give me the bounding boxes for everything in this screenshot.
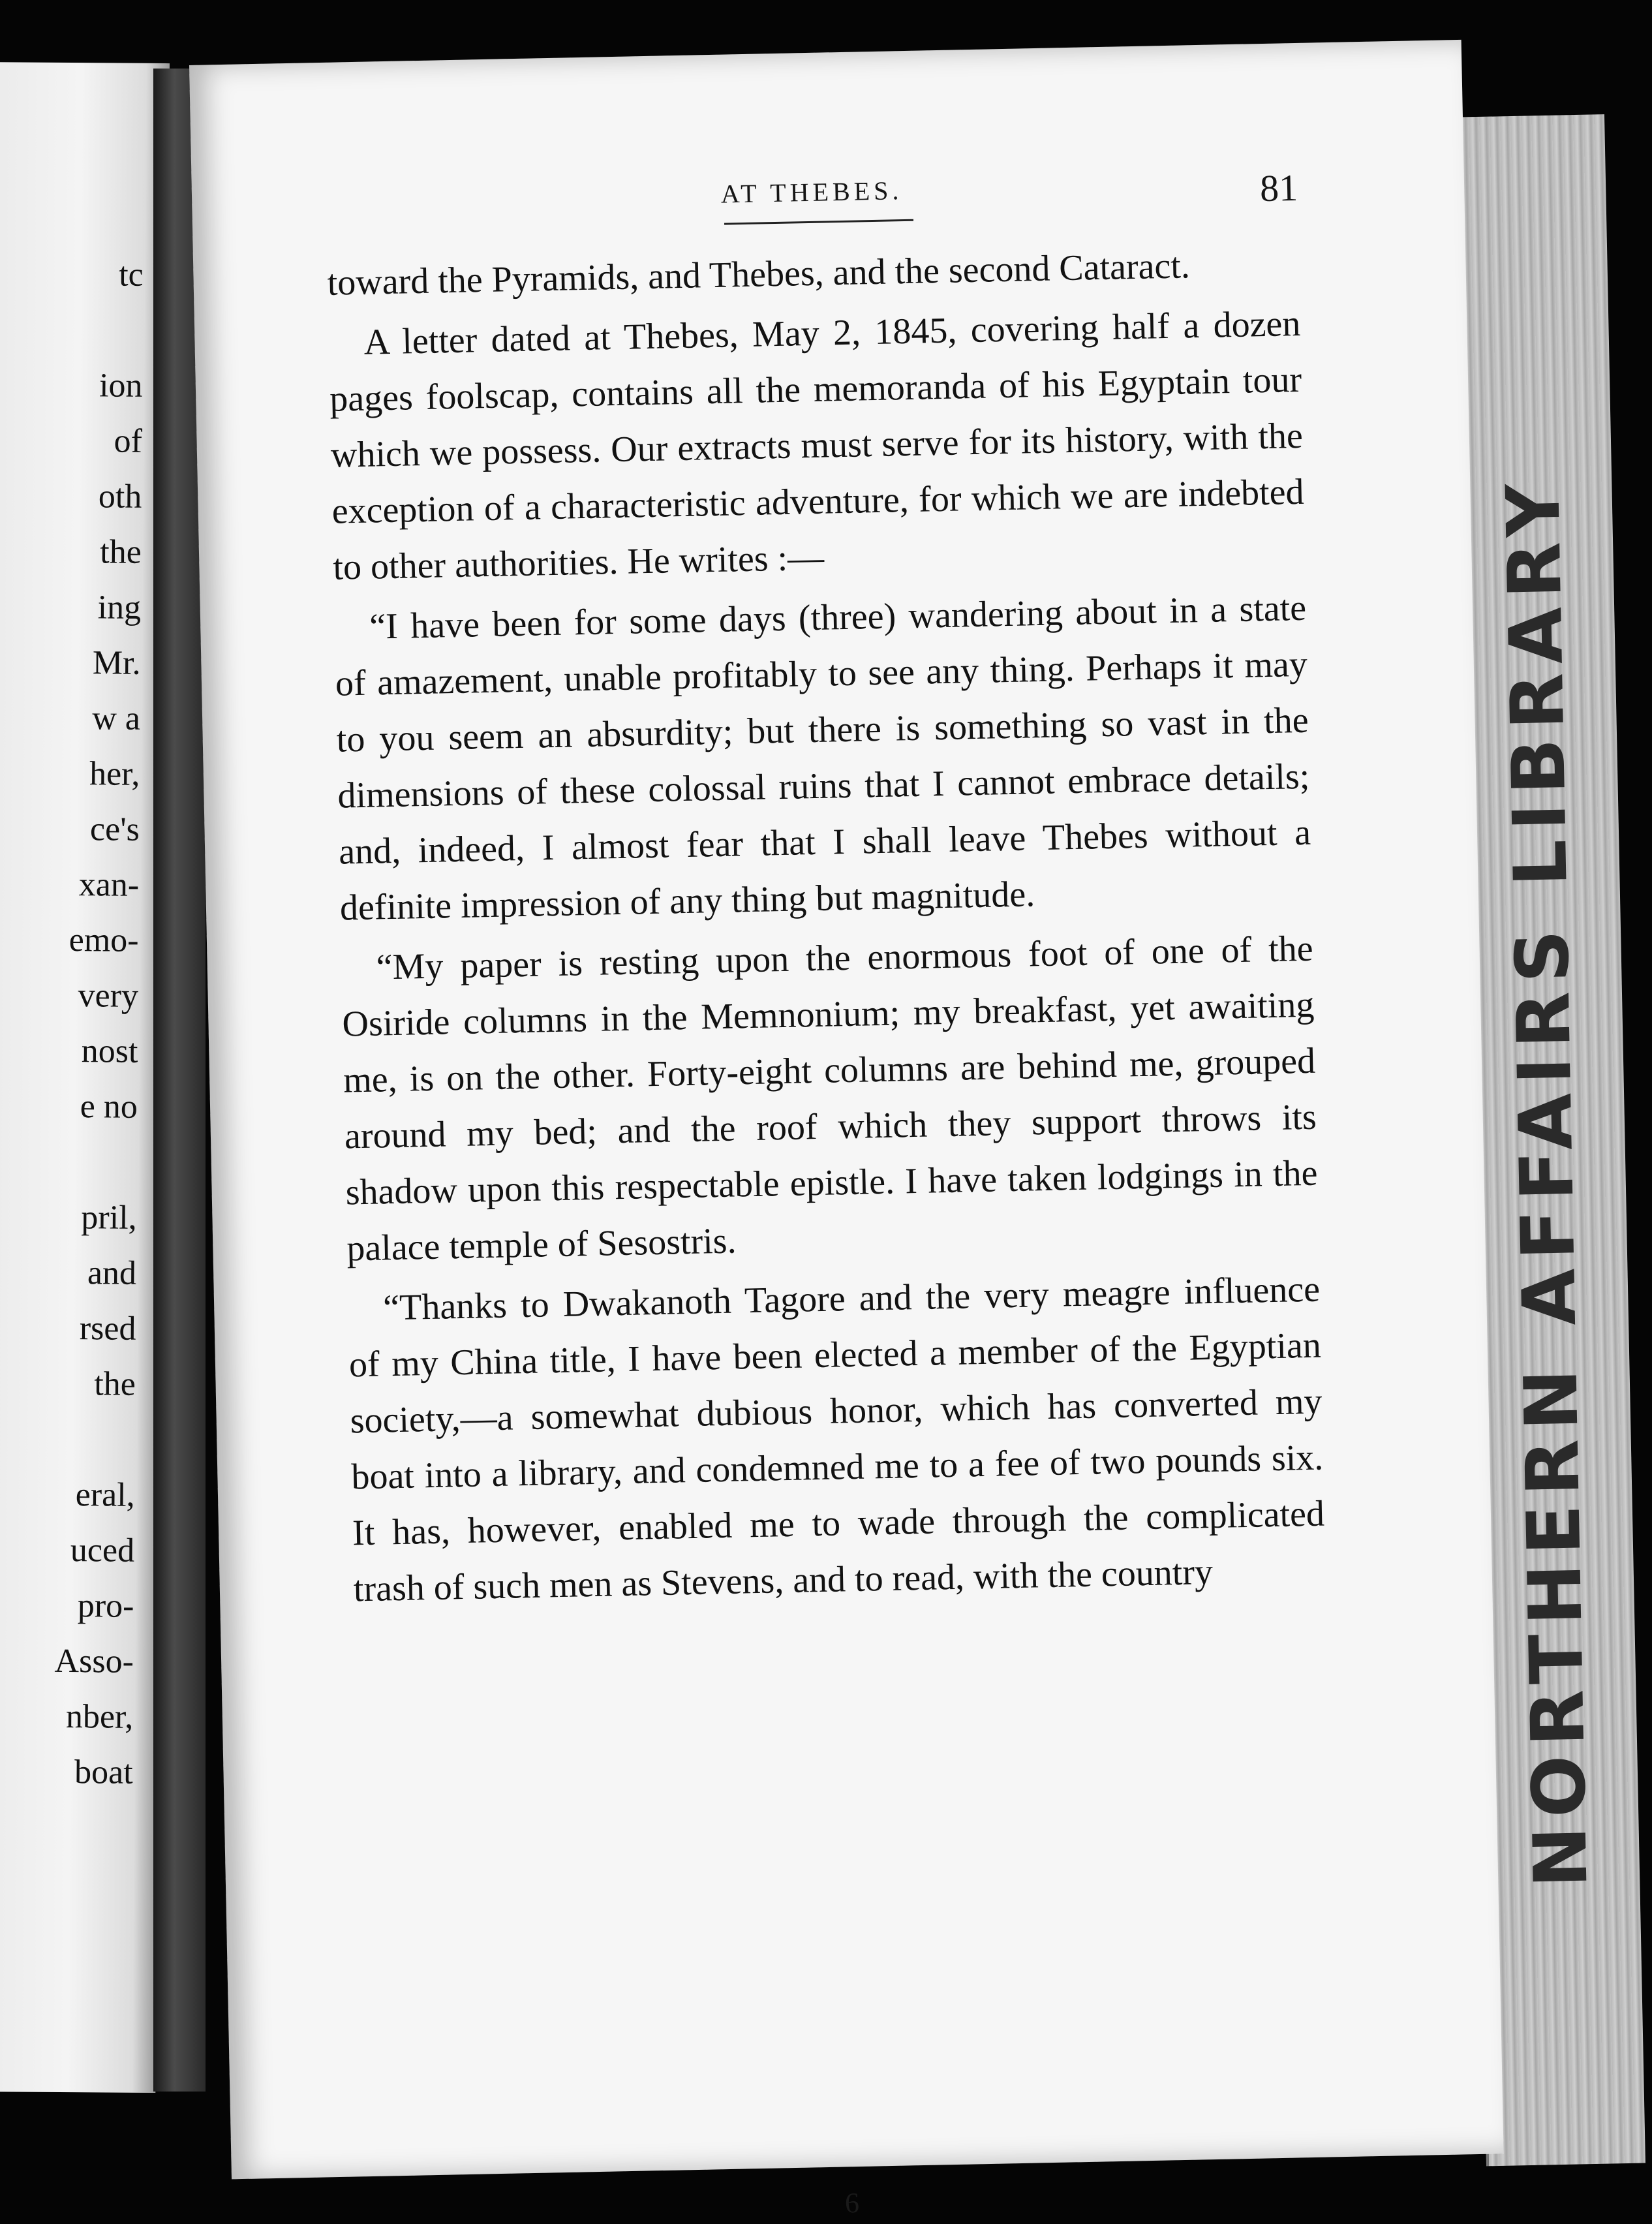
facing-fragment: the: [94, 1365, 136, 1403]
facing-fragment: ing: [97, 589, 142, 626]
facing-fragment: very: [78, 977, 139, 1015]
facing-fragment: e no: [80, 1088, 138, 1126]
book-page: [189, 40, 1504, 2219]
facing-fragment: ion: [99, 367, 143, 405]
facing-fragment: w a: [92, 700, 141, 737]
facing-fragment: ce's: [89, 811, 140, 848]
facing-fragment: pro-: [77, 1587, 134, 1625]
facing-fragment: uced: [70, 1532, 135, 1569]
running-head-rule: [724, 219, 913, 225]
facing-fragment: her,: [89, 755, 140, 793]
running-head-title: AT THEBES.: [720, 176, 903, 209]
facing-page-text: [14, 62, 145, 1791]
paragraph: “My paper is resting upon the enormous foot of one of the Osiride columns in the Memnonium; my breakfast, yet awaiting me, is on the other. Forty-eight columns are behind me, grouped around my bed; and the roof which they support throws its shadow upon this respectable epistle. I have taken lodgings in the palace temple of Sesostris.: [341, 928, 1319, 1269]
facing-fragment: rsed: [79, 1310, 136, 1348]
body-text: [327, 236, 1326, 1617]
paragraph: A letter dated at Thebes, May 2, 1845, covering half a dozen pages foolscap, contains all the memoranda of his Egyptain tour which we possess. Our extracts must serve for its history, with the exception of a characteristic adventure, for which we are indebted to other authorities. He writes :—: [329, 303, 1305, 588]
facing-fragment: Asso-: [54, 1642, 134, 1680]
facing-fragment: oth: [98, 478, 142, 516]
facing-fragment: nber,: [65, 1698, 134, 1736]
facing-fragment: emo-: [69, 921, 139, 959]
facing-fragment: tc: [118, 256, 144, 294]
page-number: 81: [1259, 166, 1298, 210]
paragraph: toward the Pyramids, and Thebes, and the second Cataract.: [327, 245, 1191, 303]
paragraph: “Thanks to Dwakanoth Tagore and the very meagre influence of my China title, I have been elected a member of the Egyptian society,—a somewhat dubious honor, which has converted my boat into a library, and condemned me to a fee of two pounds six. It has, however, enabled me to wade through the complicated trash of such men as Stevens, and to read, with the country: [348, 1269, 1325, 1610]
facing-fragment: the: [100, 533, 142, 571]
facing-fragment: boat: [74, 1753, 133, 1791]
facing-fragment: pril,: [81, 1199, 137, 1237]
facing-fragment: and: [87, 1254, 137, 1292]
facing-page: [0, 62, 170, 2093]
facing-fragment: nost: [81, 1032, 138, 1070]
library-stamp: NORTHERN AFFAIRS LIBRARY: [1491, 474, 1604, 1889]
signature-mark: 6: [844, 2187, 860, 2219]
facing-fragment: of: [114, 422, 143, 460]
paragraph: “I have been for some days (three) wandering about in a state of amazement, unable profitably to see any thing. Perhaps it may to you seem an absurdity; but there is something so vast in the dimensions of these colossal ruins that I cannot embrace details; and, indeed, I almost fear that I shall leave Thebes without a definite impression of any thing but magnitude.: [335, 587, 1311, 929]
facing-fragment: eral,: [75, 1476, 135, 1514]
facing-fragment: xan-: [78, 866, 140, 904]
page-text-block: [326, 166, 1325, 2219]
facing-fragment: Mr.: [92, 644, 141, 682]
